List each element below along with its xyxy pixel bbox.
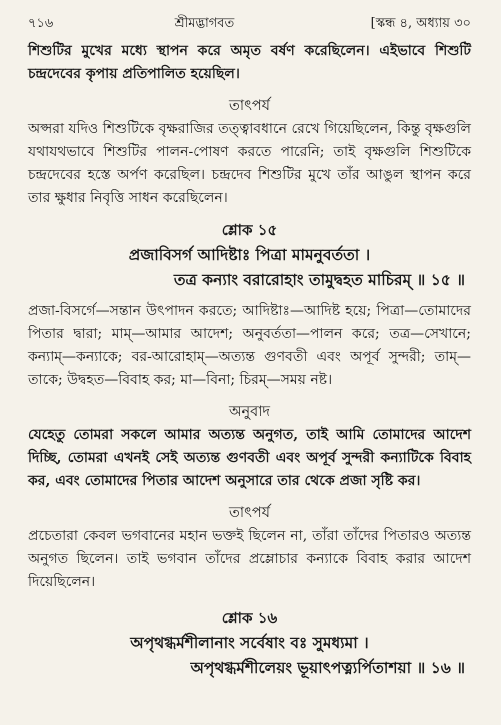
verse-line: অপৃথগ্ধর্মশীলেয়ং ভূয়াৎপত্ন্যর্পিতাশয়া ॥ ১৬ ॥ [190,658,465,677]
book-title: শ্রীমদ্ভাগবত [174,16,235,31]
chapter-reference: [স্কন্ধ ৪, অধ্যায় ৩০ [370,16,471,31]
purport-heading: তাৎপর্য [228,505,271,521]
page-number: ৭১৬ [28,16,54,31]
paragraph-continued: শিশুটির মুখের মধ্যে স্থাপন করে অমৃত বর্ষণ করেছিলেন। এইভাবে শিশুটি চন্দ্রদেবের কৃপায় প্রতিপালিত হয়েছিল। [28,43,471,82]
purport-text: প্রচেতারা কেবল ভগবানের মহান ভক্তই ছিলেন না, তাঁরা তাঁদের পিতারও অত্যন্ত অনুগত ছিলেন। তাই ভগবান তাঁদের প্রম্লোচার কন্যাকে বিবাহ করার আদেশ দিয়েছিলেন। [28,528,471,590]
verse-number: শ্লোক ১৫ [221,221,278,239]
verse-line: প্রজাবিসর্গ আদিষ্টাঃ পিত্রা মামনুবর্ততা । [128,245,371,264]
synonyms-text: প্রজা-বিসর্গে—সন্তান উৎপাদন করতে; আদিষ্টাঃ—আদিষ্ট হয়ে; পিত্রা—তোমাদের পিতার দ্বারা; মাম্—আমার আদেশ; অনুবর্ততা—পালন করে; তত্র—সেখানে; কন্যাম্—কন্যাকে; বর-আরোহাম্—অত্যন্ত গুণবতী এবং অপূর্ব সুন্দরী; তাম্—তাকে; উদ্বহত—বিবাহ কর; মা—বিনা; চিরম্—সময় নষ্ট। [28,303,471,388]
translation-heading: অনুবাদ [228,404,271,420]
purport-heading: তাৎপর্য [228,98,271,114]
running-header [28,14,471,36]
translation-text: যেহেতু তোমরা সকলে আমার অত্যন্ত অনুগত, তাই আমি তোমাদের আদেশ দিচ্ছি, তোমরা এখনই সেই অত্যন্ত গুণবতী এবং অপূর্ব সুন্দরী কন্যাটিকে বিবাহ কর, এবং তোমাদের পিতার আদেশ অনুসারে তার থেকে প্রজা সৃষ্টি কর। [28,427,471,489]
verse-line: অপৃথগ্ধর্মশীলানাং সর্বেষাং বঃ সুমধ্যমা । [130,633,369,652]
purport-text: অপ্সরা যদিও শিশুটিকে বৃক্ষরাজির তত্ত্বাবধানে রেখে গিয়েছিলেন, কিন্তু বৃক্ষগুলি যথাযথভাবে শিশুটির পালন-পোষণ করতে পারেনি; তাই বৃক্ষগুলি শিশুটিকে চন্দ্রদেবের হস্তে অর্পণ করেছিল। চন্দ্রদেব শিশুটির মুখে তাঁর আঙুল স্থাপন করে তার ক্ষুধার নিবৃত্তি সাধন করেছিলেন। [28,121,471,206]
verse-number: শ্লোক ১৬ [221,609,278,627]
verse-line: তত্র কন্যাং বরারোহাং তামুদ্বহত মাচিরম্ ॥ ১৫ ॥ [173,270,465,289]
